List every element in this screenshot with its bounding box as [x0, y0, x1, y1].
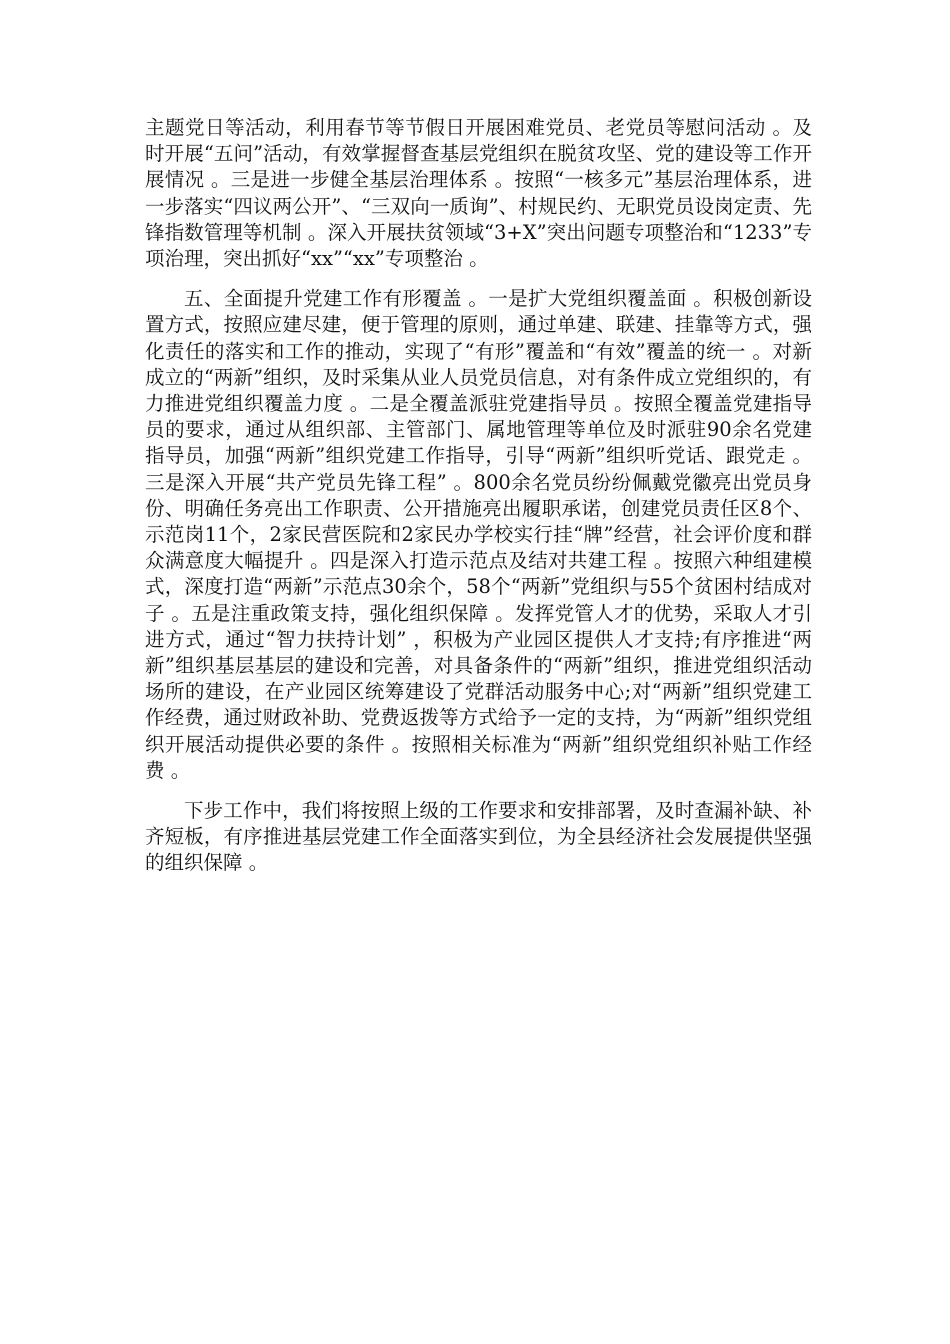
paragraph-section-five: 五、全面提升党建工作有形覆盖 。一是扩大党组织覆盖面 。积极创新设置方式，按照应建尽建，便于管理的原则，通过单建、联建、挂靠等方式，强化责任的落实和工作的推动，实现了“有形”覆盖和“有效”覆盖的统一 。对新成立的“两新”组织，及时采集从业人员党员信息，对有条件成立党组织的，有力推进党组织覆盖力度 。二是全覆盖派驻党建指导员 。按照全覆盖党建指导员的要求，通过从组织部、主管部门、属地管理等单位及时派驻90余名党建指导员，加强“两新”组织党建工作指导，引导“两新”组织听党话、跟党走 。三是深入开展“共产党员先锋工程” 。800余名党员纷纷佩戴党徽亮出党员身份、明确任务亮出工作职责、公开措施亮出履职承诺，创建党员责任区8个、示范岗11个，2家民营医院和2家民办学校实行挂“牌”经营，社会评价度和群众满意度大幅提升 。四是深入打造示范点及结对共建工程 。按照六种组建模式，深度打造“两新”示范点30余个，58个“两新”党组织与55个贫困村结成对子 。五是注重政策支持，强化组织保障 。发挥党管人才的优势，采取人才引进方式，通过“智力扶持计划” ，积极为产业园区提供人才支持;有序推进“两新”组织基层基层的建设和完善，对具备条件的“两新”组织，推进党组织活动场所的建设，在产业园区统筹建设了党群活动服务中心;对“两新”组织党建工作经费，通过财政补助、党费返拨等方式给予一定的支持，为“两新”组织党组织开展活动提供必要的条件 。按照相关标准为“两新”组织党组织补贴工作经费 。: [145, 287, 812, 782]
paragraph-next-steps: 下步工作中，我们将按照上级的工作要求和安排部署，及时查漏补缺、补齐短板，有序推进基层党建工作全面落实到位，为全县经济社会发展提供坚强的组织保障 。: [145, 799, 812, 875]
paragraph-continuation: 主题党日等活动，利用春节等节假日开展困难党员、老党员等慰问活动 。及时开展“五问”活动，有效掌握督查基层党组织在脱贫攻坚、党的建设等工作开展情况 。三是进一步健全基层治理体系 。按照“一核多元”基层治理体系，进一步落实“四议两公开”、“三双向一质询”、村规民约、无职党员设岗定责、先锋指数管理等机制 。深入开展扶贫领域“3+X”突出问题专项整治和“1233”专项治理，突出抓好“xx”“xx”专项整治 。: [145, 116, 812, 271]
document-body: [145, 115, 812, 877]
